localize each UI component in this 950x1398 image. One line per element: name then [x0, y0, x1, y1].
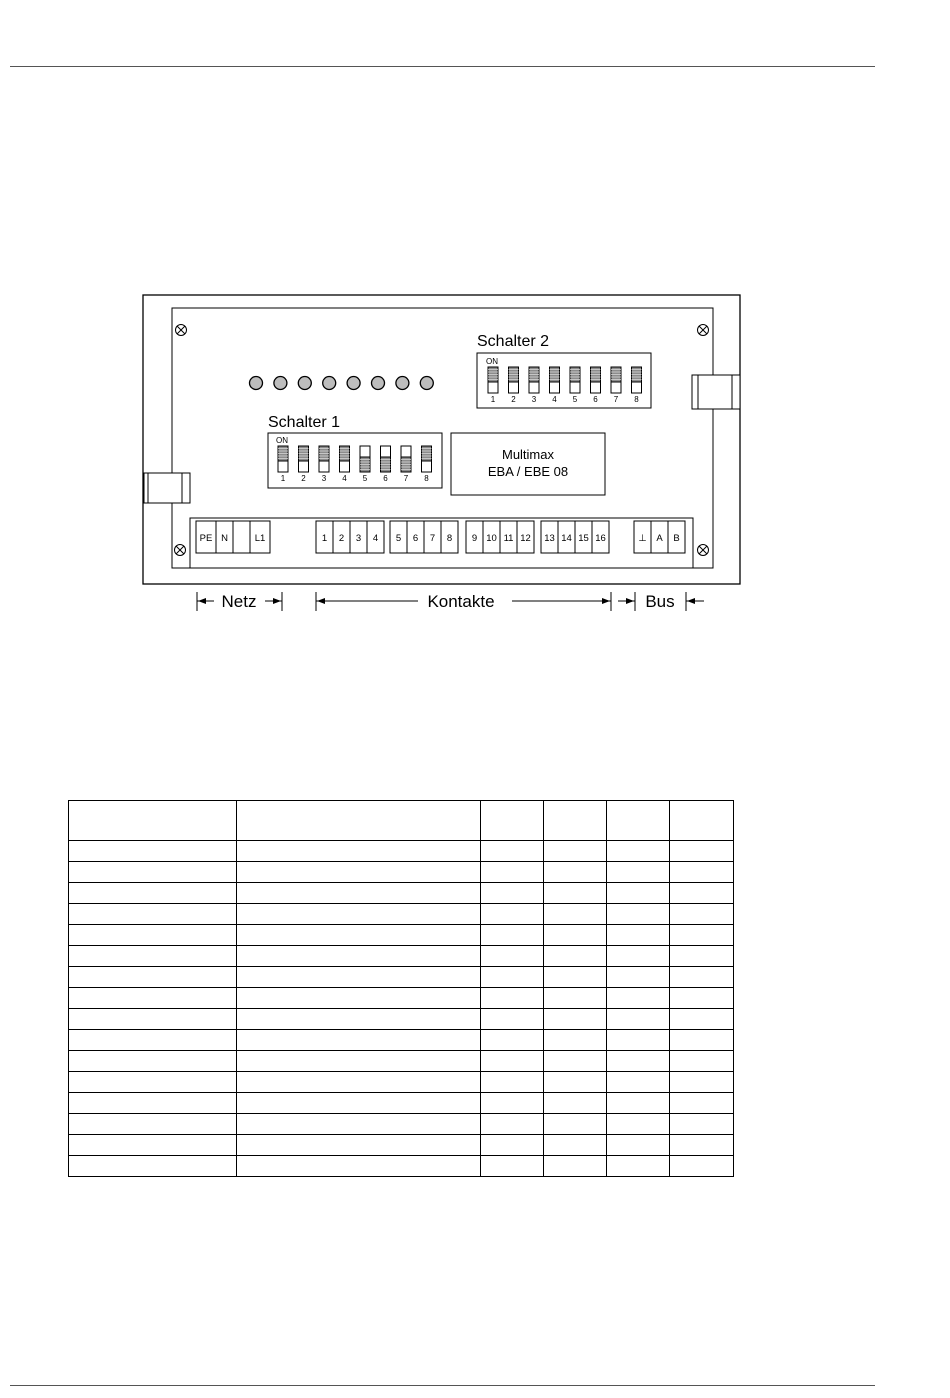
- dip-number: 3: [321, 474, 327, 483]
- table-cell: [670, 1093, 734, 1114]
- dip-lever[interactable]: [632, 367, 642, 393]
- table-cell: [544, 988, 607, 1009]
- switch2-on-label: ON: [486, 357, 498, 366]
- table-row: [69, 1114, 734, 1135]
- table-cell: [481, 988, 544, 1009]
- dip-lever[interactable]: [360, 446, 370, 472]
- table-cell: [481, 1009, 544, 1030]
- table-cell: [544, 1156, 607, 1177]
- table-cell: [237, 904, 481, 925]
- screw-icon: [176, 325, 187, 336]
- table-cell: [607, 1051, 670, 1072]
- table-cell: [670, 1114, 734, 1135]
- table-cell: [69, 1051, 237, 1072]
- terminal-label: 3: [355, 533, 362, 544]
- terminal-label: 13: [544, 533, 555, 544]
- table-cell: [607, 925, 670, 946]
- table-cell: [670, 1030, 734, 1051]
- table-cell: [69, 1072, 237, 1093]
- switch2-label: Schalter 2: [477, 333, 550, 350]
- table-cell: [607, 904, 670, 925]
- table-cell: [607, 1156, 670, 1177]
- dip-lever[interactable]: [278, 446, 288, 472]
- table-row: [69, 1156, 734, 1177]
- table-cell: [237, 946, 481, 967]
- table-cell: [69, 1135, 237, 1156]
- dip-lever[interactable]: [299, 446, 309, 472]
- terminal-label: 9: [471, 533, 478, 544]
- table-cell: [481, 1072, 544, 1093]
- bus-label: Bus: [645, 592, 675, 611]
- header-cell: [607, 801, 670, 841]
- table-cell: [237, 1156, 481, 1177]
- table-cell: [670, 988, 734, 1009]
- terminal-label: 15: [578, 533, 589, 544]
- table-header-row: [69, 801, 734, 841]
- dip-lever[interactable]: [591, 367, 601, 393]
- header-cell: [237, 801, 481, 841]
- table-cell: [69, 1030, 237, 1051]
- bottom-rule: [10, 1385, 875, 1386]
- table-cell: [670, 1072, 734, 1093]
- table-cell: [670, 841, 734, 862]
- table-cell: [69, 988, 237, 1009]
- table-row: [69, 925, 734, 946]
- table-cell: [237, 1072, 481, 1093]
- module-type: EBA / EBE 08: [487, 464, 569, 479]
- dip-number: 8: [634, 395, 639, 404]
- table-cell: [544, 904, 607, 925]
- table-cell: [237, 841, 481, 862]
- dip-number: 4: [342, 474, 347, 483]
- terminal-blocks: [196, 521, 685, 553]
- table-row: [69, 841, 734, 862]
- kontakte-dimension: [316, 592, 611, 611]
- table-cell: [237, 1030, 481, 1051]
- dip-lever[interactable]: [401, 446, 411, 472]
- terminal-label: ⊥: [638, 533, 647, 544]
- table-row: [69, 1009, 734, 1030]
- dip-number: 7: [613, 395, 619, 404]
- header-cell: [481, 801, 544, 841]
- switch2-block: [477, 353, 651, 408]
- table-cell: [607, 1093, 670, 1114]
- terminal-label: B: [673, 533, 680, 544]
- terminal-label: 14: [561, 533, 572, 544]
- table-cell: [670, 925, 734, 946]
- table-cell: [69, 1114, 237, 1135]
- bus-dimension: [618, 592, 704, 611]
- table-cell: [237, 988, 481, 1009]
- table-cell: [670, 967, 734, 988]
- table-cell: [544, 1051, 607, 1072]
- terminal-label: 16: [595, 533, 606, 544]
- table-cell: [544, 1009, 607, 1030]
- table-cell: [544, 1030, 607, 1051]
- screw-icon: [698, 325, 709, 336]
- table-cell: [69, 1156, 237, 1177]
- table-cell: [607, 883, 670, 904]
- table-row: [69, 904, 734, 925]
- switch1-on-label: ON: [276, 436, 288, 445]
- led-icon: [420, 377, 433, 390]
- table-cell: [607, 1030, 670, 1051]
- table-cell: [69, 925, 237, 946]
- terminal-label: PE: [199, 533, 213, 544]
- terminal-label: 12: [520, 533, 531, 544]
- screw-icon: [698, 545, 709, 556]
- table-cell: [481, 1156, 544, 1177]
- table-row: [69, 1051, 734, 1072]
- empty-table: [68, 800, 734, 1177]
- top-rule: [10, 66, 875, 67]
- table-cell: [607, 1009, 670, 1030]
- table-row: [69, 946, 734, 967]
- table-cell: [544, 1135, 607, 1156]
- dip-lever[interactable]: [509, 367, 519, 393]
- dip-lever[interactable]: [381, 446, 391, 472]
- table-cell: [607, 988, 670, 1009]
- table-row: [69, 1072, 734, 1093]
- dip-number: 3: [531, 395, 537, 404]
- netz-dimension: [197, 592, 282, 611]
- kontakte-label: Kontakte: [427, 592, 495, 611]
- table-row: [69, 883, 734, 904]
- table-cell: [544, 841, 607, 862]
- screw-icon: [175, 545, 186, 556]
- netz-label: Netz: [221, 592, 257, 611]
- table-cell: [237, 1135, 481, 1156]
- table-cell: [544, 967, 607, 988]
- table-cell: [481, 841, 544, 862]
- table-cell: [670, 1135, 734, 1156]
- table-cell: [237, 883, 481, 904]
- dip-number: 1: [490, 395, 496, 404]
- table-cell: [481, 862, 544, 883]
- table-cell: [481, 904, 544, 925]
- terminal-label: 2: [338, 533, 345, 544]
- table-cell: [69, 862, 237, 883]
- dip-number: 6: [593, 395, 598, 404]
- table-cell: [481, 1093, 544, 1114]
- dip-lever[interactable]: [611, 367, 621, 393]
- table-row: [69, 1030, 734, 1051]
- table-cell: [670, 946, 734, 967]
- table-cell: [670, 862, 734, 883]
- led-icon: [298, 377, 311, 390]
- dip-lever[interactable]: [550, 367, 560, 393]
- switch1-label: Schalter 1: [268, 414, 341, 431]
- led-icon: [274, 377, 287, 390]
- table-cell: [69, 883, 237, 904]
- table-cell: [607, 946, 670, 967]
- right-mount: [692, 375, 740, 409]
- table-cell: [670, 883, 734, 904]
- table-cell: [481, 946, 544, 967]
- table-cell: [670, 1009, 734, 1030]
- table-cell: [607, 841, 670, 862]
- led-icon: [323, 377, 336, 390]
- dip-lever[interactable]: [319, 446, 329, 472]
- led-icon: [396, 377, 409, 390]
- device-diagram: [130, 285, 750, 620]
- terminal-label: 5: [395, 533, 402, 544]
- table-cell: [69, 904, 237, 925]
- dip-number: 5: [572, 395, 578, 404]
- terminal-label: 6: [412, 533, 419, 544]
- left-mount: [144, 473, 190, 503]
- table-cell: [607, 1072, 670, 1093]
- terminal-label: 1: [321, 533, 328, 544]
- table-cell: [607, 967, 670, 988]
- table-cell: [544, 946, 607, 967]
- table-cell: [544, 925, 607, 946]
- table-row: [69, 988, 734, 1009]
- table-cell: [544, 1114, 607, 1135]
- switch1-block: [268, 433, 442, 488]
- module-name: Multimax: [501, 447, 555, 462]
- terminal-label: 8: [446, 533, 453, 544]
- table-row: [69, 1135, 734, 1156]
- dip-number: 2: [301, 474, 306, 483]
- dip-lever[interactable]: [570, 367, 580, 393]
- header-cell: [69, 801, 237, 841]
- table-cell: [481, 883, 544, 904]
- table-cell: [544, 883, 607, 904]
- table-cell: [481, 1051, 544, 1072]
- table-cell: [481, 1135, 544, 1156]
- table-cell: [69, 841, 237, 862]
- table-cell: [670, 1156, 734, 1177]
- table-row: [69, 967, 734, 988]
- dip-number: 8: [424, 474, 429, 483]
- terminal-label: A: [656, 533, 663, 544]
- table-cell: [544, 1072, 607, 1093]
- dip-lever[interactable]: [340, 446, 350, 472]
- dip-number: 1: [280, 474, 286, 483]
- table-cell: [237, 925, 481, 946]
- dip-number: 6: [383, 474, 388, 483]
- table-cell: [481, 925, 544, 946]
- table-cell: [237, 862, 481, 883]
- table-cell: [69, 1009, 237, 1030]
- table-cell: [237, 1051, 481, 1072]
- terminal-label: N: [221, 533, 228, 544]
- table-cell: [670, 904, 734, 925]
- table-cell: [607, 862, 670, 883]
- table-cell: [69, 1093, 237, 1114]
- table-cell: [607, 1114, 670, 1135]
- led-row: [250, 377, 434, 390]
- dip-lever[interactable]: [529, 367, 539, 393]
- dip-number: 4: [552, 395, 557, 404]
- dip-number: 2: [511, 395, 516, 404]
- table-cell: [237, 1093, 481, 1114]
- table-row: [69, 862, 734, 883]
- table-cell: [237, 967, 481, 988]
- led-icon: [250, 377, 263, 390]
- dip-number: 5: [362, 474, 368, 483]
- header-cell: [670, 801, 734, 841]
- dip-lever[interactable]: [422, 446, 432, 472]
- table-cell: [544, 1093, 607, 1114]
- table-cell: [237, 1114, 481, 1135]
- terminal-label: 11: [503, 533, 514, 544]
- data-table-wrapper: [68, 800, 734, 1177]
- table-cell: [481, 1114, 544, 1135]
- table-cell: [237, 1009, 481, 1030]
- table-cell: [670, 1051, 734, 1072]
- terminal-label: 7: [429, 533, 436, 544]
- table-cell: [481, 967, 544, 988]
- dip-number: 7: [403, 474, 409, 483]
- table-cell: [481, 1030, 544, 1051]
- terminal-label: L1: [254, 533, 266, 544]
- led-icon: [347, 377, 360, 390]
- terminal-label: 4: [372, 533, 379, 544]
- dip-lever[interactable]: [488, 367, 498, 393]
- table-cell: [607, 1135, 670, 1156]
- terminal-label: 10: [486, 533, 497, 544]
- led-icon: [372, 377, 385, 390]
- table-cell: [69, 967, 237, 988]
- table-row: [69, 1093, 734, 1114]
- header-cell: [544, 801, 607, 841]
- table-cell: [69, 946, 237, 967]
- table-cell: [544, 862, 607, 883]
